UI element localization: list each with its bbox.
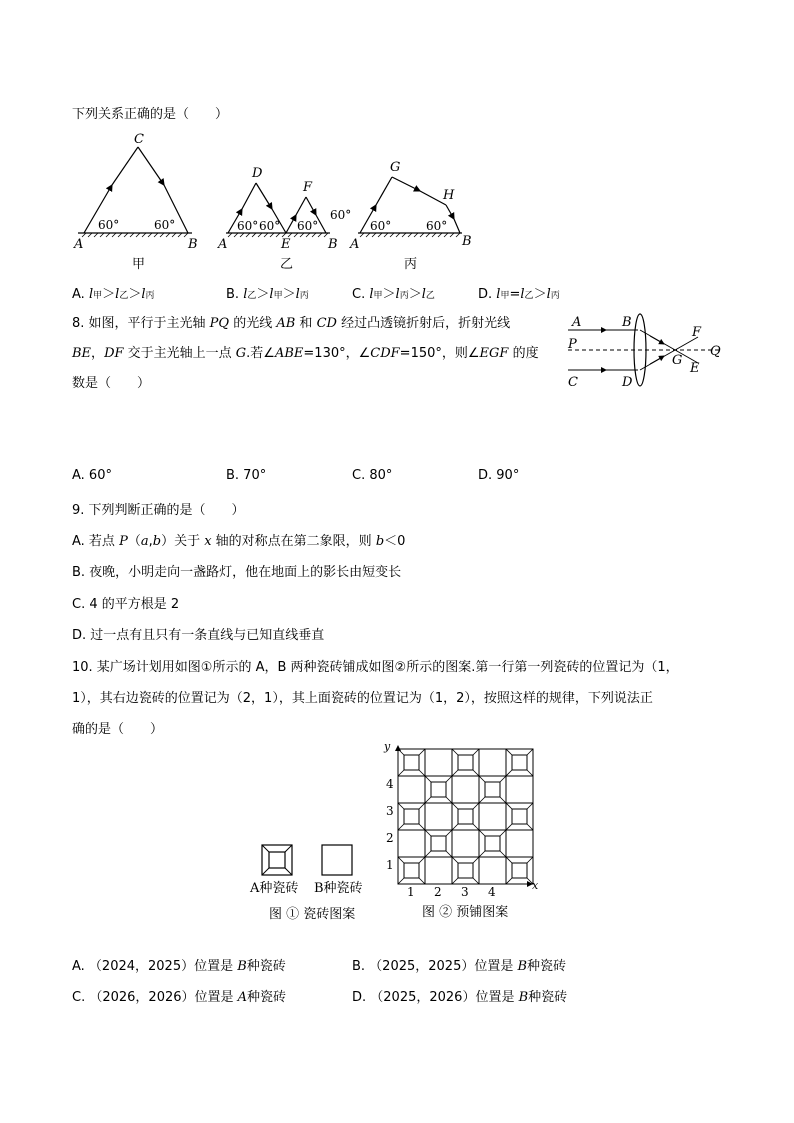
tile-b-cell: [398, 776, 425, 803]
label-F: F: [303, 180, 313, 195]
x-tick: 4: [488, 885, 496, 899]
q7-stem: 下列关系正确的是（ ）: [72, 107, 229, 122]
tile-a-cell: [398, 749, 425, 776]
q9-stem: 9. 下列判断正确的是（ ）: [72, 503, 245, 518]
tile-b-cell: [479, 803, 506, 830]
label-G: G: [672, 353, 683, 368]
label-A: A: [218, 237, 228, 252]
angle-label: 60°: [297, 219, 319, 233]
tile-a-label: A种瓷砖: [250, 881, 299, 896]
caption-yi: 乙: [280, 257, 294, 272]
tile-b-cell: [425, 803, 452, 830]
angle-label: 60°: [330, 208, 352, 222]
tile-b-cell: [479, 749, 506, 776]
y-tick: 3: [386, 804, 394, 818]
tile-a-cell: [425, 830, 452, 857]
tile-b-cell: [425, 857, 452, 884]
tile-b-cell: [452, 830, 479, 857]
q8-option-d: D. 90°: [478, 468, 520, 483]
q7-option-d: D. l甲=l乙＞l丙: [478, 287, 560, 302]
q9-option-d: D. 过一点有且只有一条直线与已知直线垂直: [72, 628, 325, 643]
q10-stem-line1: 10. 某广场计划用如图①所示的 A，B 两种瓷砖铺成如图②所示的图案.第一行第一列瓷砖的位置记为（1，: [72, 660, 679, 675]
tile-a-cell: [452, 749, 479, 776]
tile-b-cell: [506, 776, 533, 803]
fig2-caption: 图 ② 预铺图案: [422, 905, 509, 920]
q10-option-c: C. （2026，2026）位置是 A种瓷砖: [72, 990, 287, 1005]
q8-stem-line2: BE，DF 交于主光轴上一点 G.若∠ABE=130°，∠CDF=150°，则∠EGF 的度: [72, 346, 539, 361]
tile-a-cell: [425, 776, 452, 803]
q8-option-b: B. 70°: [226, 468, 267, 483]
label-B: B: [188, 237, 198, 252]
x-axis-label: x: [532, 879, 539, 892]
angle-label: 60°: [426, 219, 448, 233]
q8-option-c: C. 80°: [352, 468, 393, 483]
y-tick: 2: [386, 831, 394, 845]
q9-option-a: A. 若点 P（a,b）关于 x 轴的对称点在第二象限，则 b＜0: [72, 534, 406, 549]
q10-option-a: A. （2024，2025）位置是 B种瓷砖: [72, 959, 286, 974]
q10-option-d: D. （2025，2026）位置是 B种瓷砖: [352, 990, 568, 1005]
q10-option-b: B. （2025，2025）位置是 B种瓷砖: [352, 959, 567, 974]
tile-b-cell: [452, 776, 479, 803]
q10-stem-line2: 1），其右边瓷砖的位置记为（2，1），其上面瓷砖的位置记为（1，2），按照这样的规律，下列说法正: [72, 691, 653, 706]
x-tick: 1: [407, 885, 415, 899]
angle-label: 60°: [370, 219, 392, 233]
tile-a-icon: [262, 845, 292, 875]
angle-label: 60°: [98, 218, 120, 232]
figure-jia: [73, 132, 198, 272]
label-A: A: [572, 315, 582, 330]
tile-b-cell: [425, 749, 452, 776]
label-H: H: [443, 188, 455, 203]
angle-label: 60°: [259, 219, 281, 233]
label-P: P: [568, 337, 577, 352]
tile-a-cell: [398, 803, 425, 830]
q7-option-c: C. l甲＞l丙＞l乙: [352, 287, 435, 302]
fig1-caption: 图 ① 瓷砖图案: [269, 907, 356, 922]
tile-a-cell: [506, 803, 533, 830]
q7-figures: [60, 125, 480, 275]
q8-option-a: A. 60°: [72, 468, 112, 483]
tile-a-cell: [506, 857, 533, 884]
q10-figure-2: [370, 738, 550, 928]
tile-b-cell: [479, 857, 506, 884]
figure-yi: [217, 166, 351, 272]
tile-b-cell: [506, 830, 533, 857]
y-axis-label: y: [384, 740, 391, 753]
label-G: G: [390, 160, 401, 175]
q8-lens-figure: [560, 308, 730, 398]
q9-option-c: C. 4 的平方根是 2: [72, 597, 180, 612]
tile-a-cell: [479, 776, 506, 803]
label-B: B: [462, 234, 472, 249]
q10-stem-line3: 确的是（ ）: [72, 722, 164, 737]
label-C: C: [568, 375, 578, 390]
q7-option-b: B. l乙＞l甲＞l丙: [226, 287, 309, 302]
label-A: A: [74, 237, 84, 252]
label-A: A: [350, 237, 360, 252]
q7-option-a: A. l甲＞l乙＞l丙: [72, 287, 155, 302]
label-B: B: [622, 315, 632, 330]
label-F: F: [692, 325, 702, 340]
x-tick: 2: [434, 885, 442, 899]
tile-b-cell: [398, 830, 425, 857]
angle-label: 60°: [237, 219, 259, 233]
x-tick: 3: [461, 885, 469, 899]
tile-b-label: B种瓷砖: [314, 881, 363, 896]
tile-a-cell: [452, 803, 479, 830]
label-B: B: [328, 237, 338, 252]
q8-stem-line3: 数是（ ）: [72, 376, 151, 391]
figure-bing: [349, 160, 472, 272]
caption-jia: 甲: [132, 257, 146, 272]
label-D: D: [622, 375, 633, 390]
q10-figure-1: [248, 840, 388, 925]
tile-a-cell: [398, 857, 425, 884]
label-D: D: [252, 166, 263, 181]
label-C: C: [134, 132, 144, 147]
angle-label: 60°: [154, 218, 176, 232]
label-Q: Q: [710, 344, 721, 359]
y-tick: 1: [386, 858, 394, 872]
q9-option-b: B. 夜晚，小明走向一盏路灯，他在地面上的影长由短变长: [72, 565, 402, 580]
caption-bing: 丙: [404, 257, 418, 272]
q8-stem-line1: 8. 如图，平行于主光轴 PQ 的光线 AB 和 CD 经过凸透镜折射后，折射光线: [72, 316, 511, 331]
y-tick: 4: [386, 777, 394, 791]
tile-a-cell: [506, 749, 533, 776]
tile-a-cell: [479, 830, 506, 857]
tile-a-cell: [452, 857, 479, 884]
label-E: E: [281, 237, 291, 252]
tile-b-icon: [322, 845, 352, 875]
label-E: E: [690, 361, 700, 376]
